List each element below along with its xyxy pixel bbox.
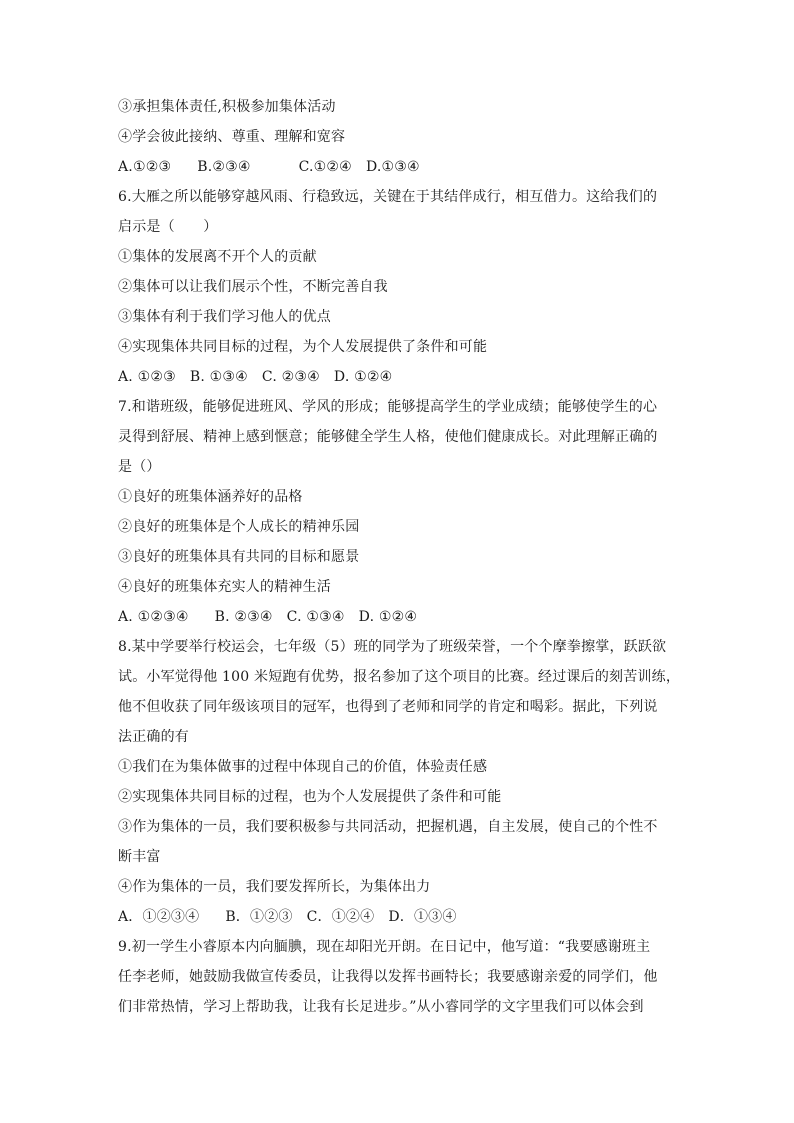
q6-stem-2: 启示是（ ） bbox=[118, 219, 218, 235]
q6-option-c: C. ②③④ bbox=[261, 369, 320, 385]
q5-options bbox=[118, 152, 708, 182]
q8-stem-4: 法正确的有 bbox=[118, 729, 189, 745]
q8-statement-2: ②实现集体共同目标的过程，也为个人发展提供了条件和可能 bbox=[118, 789, 502, 805]
q5-option-a: A.①②③ bbox=[118, 159, 172, 175]
q6-statement-2: ②集体可以让我们展示个性，不断完善自我 bbox=[118, 279, 388, 295]
q7-stem-1: 7.和谐班级，能够促进班风、学风的形成；能够提高学生的学业成绩；能够使学生的心 bbox=[118, 399, 658, 415]
q6-option-a: A. ①②③ bbox=[118, 369, 176, 385]
q5-statement-3: ③承担集体责任,积极参加集体活动 bbox=[118, 99, 336, 115]
exam-page bbox=[118, 92, 708, 1022]
q7-stem-3: 是（） bbox=[118, 459, 161, 475]
q6-statement-4: ④实现集体共同目标的过程，为个人发展提供了条件和可能 bbox=[118, 339, 488, 355]
q5-option-c: C.①②④ bbox=[298, 159, 352, 175]
q7-option-c: C. ①③④ bbox=[286, 609, 345, 625]
q8-statement-4: ④作为集体的一员，我们要发挥所长，为集体出力 bbox=[118, 879, 431, 895]
q6-statement-3: ③集体有利于我们学习他人的优点 bbox=[118, 309, 331, 325]
q6-option-d: D. ①②④ bbox=[333, 369, 393, 385]
q6-stem-1: 6.大雁之所以能够穿越风雨、行稳致远，关键在于其结伴成行，相互借力。这给我们的 bbox=[118, 189, 658, 205]
q7-statement-3: ③良好的班集体具有共同的目标和愿景 bbox=[118, 549, 360, 565]
q8-stem-1: 8.某中学要举行校运会，七年级（5）班的同学为了班级荣誉，一个个摩拳擦掌，跃跃欲 bbox=[118, 639, 667, 655]
q5-statement-4: ④学会彼此接纳、尊重、理解和宽容 bbox=[118, 129, 346, 145]
q9-stem-1: 9.初一学生小睿原本内向腼腆，现在却阳光开朗。在日记中，他写道：“我要感谢班主 bbox=[118, 939, 651, 955]
q6-option-b: B. ①③④ bbox=[189, 369, 248, 385]
q7-option-b: B. ②③④ bbox=[214, 609, 273, 625]
q8-statement-3b: 断丰富 bbox=[118, 849, 161, 865]
q8-statement-3a: ③作为集体的一员，我们要积极参与共同活动，把握机遇，自主发展，使自己的个性不 bbox=[118, 819, 658, 835]
q7-stem-2: 灵得到舒展、精神上感到惬意；能够健全学生人格，使他们健康成长。对此理解正确的 bbox=[118, 429, 658, 445]
q7-option-a: A. ①②③④ bbox=[118, 609, 189, 625]
q7-option-d: D. ①②④ bbox=[358, 609, 418, 625]
q8-options bbox=[118, 902, 708, 932]
q5-option-d: D.①③④ bbox=[365, 159, 420, 175]
q7-options bbox=[118, 602, 708, 632]
q6-statement-1: ①集体的发展离不开个人的贡献 bbox=[118, 249, 317, 265]
q5-option-b: B.②③④ bbox=[197, 159, 251, 175]
q8-option-b: B．①②③ bbox=[225, 909, 293, 925]
q9-stem-2: 任李老师，她鼓励我做宣传委员，让我得以发挥书画特长；我要感谢亲爱的同学们，他 bbox=[118, 969, 658, 985]
q9-stem-3: 们非常热情，学习上帮助我，让我有长足进步。”从小睿同学的文字里我们可以体会到 bbox=[118, 999, 644, 1015]
q8-option-c: C．①②④ bbox=[306, 909, 375, 925]
q7-statement-2: ②良好的班集体是个人成长的精神乐园 bbox=[118, 519, 360, 535]
q7-statement-1: ①良好的班集体涵养好的品格 bbox=[118, 489, 303, 505]
q8-option-d: D．①③④ bbox=[388, 909, 457, 925]
q8-stem-3: 他不但收获了同年级该项目的冠军，也得到了老师和同学的肯定和喝彩。据此，下列说 bbox=[118, 699, 658, 715]
q7-statement-4: ④良好的班集体充实人的精神生活 bbox=[118, 579, 331, 595]
q8-stem-2: 试。小军觉得他 100 米短跑有优势，报名参加了这个项目的比赛。经过课后的刻苦训练， bbox=[118, 669, 681, 685]
q8-statement-1: ①我们在为集体做事的过程中体现自己的价值，体验责任感 bbox=[118, 759, 488, 775]
q8-option-a: A．①②③④ bbox=[118, 909, 200, 925]
q6-options bbox=[118, 362, 708, 392]
